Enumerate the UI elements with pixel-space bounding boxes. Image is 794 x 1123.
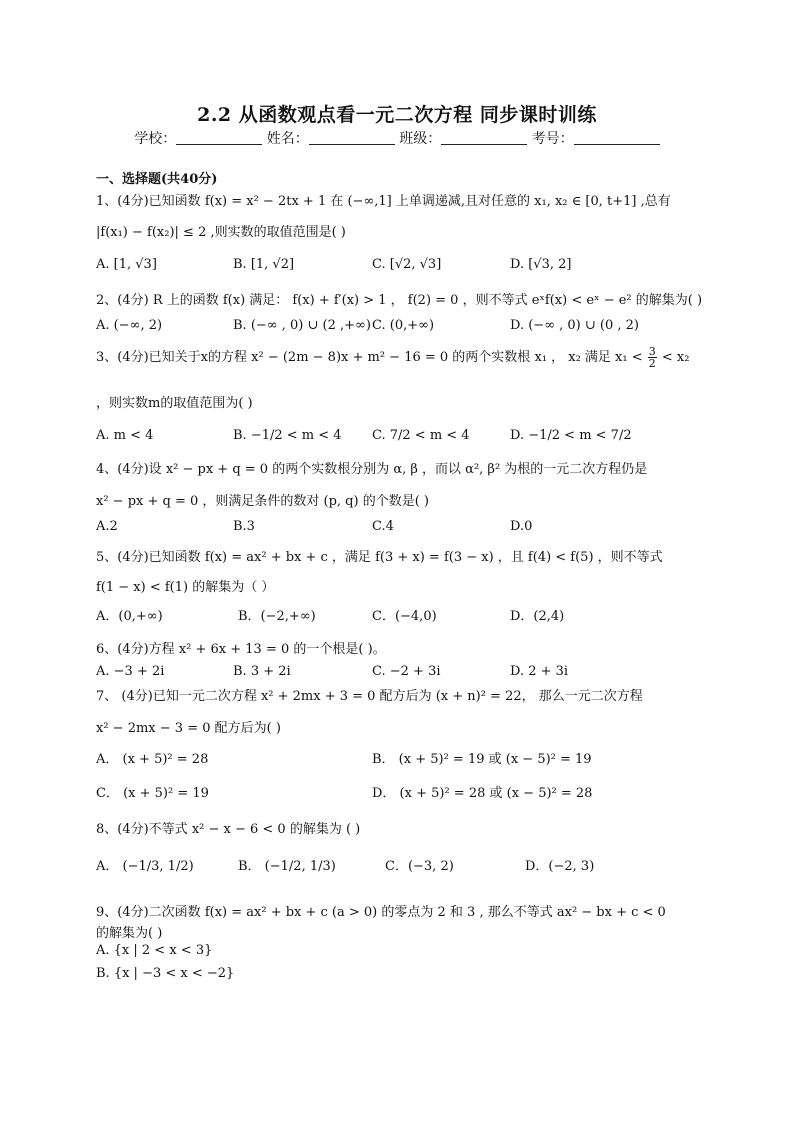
q3-stem-part-b: < x₂ [661,350,690,365]
q1-stem-line2: |f(x₁) − f(x₂)| ≤ 2 ,则实数的取值范围是( ) [96,225,346,240]
q9-stem-line1: 9、(4分)二次函数 f(x) = ax² + bx + c (a > 0) 的零点为 2 和 3 , 那么不等式 ax² − bx + c < 0 [96,905,666,920]
q4-option-d[interactable]: D.0 [510,519,533,534]
q6-option-d[interactable]: D. 2 + 3i [510,664,569,679]
q1-option-b[interactable]: B. [1, √2] [233,257,295,272]
q3-stem-line1 [96,346,689,369]
q9-stem-line2: 的解集为( ) [96,926,163,941]
q3-stem-part-a: 3、(4分)已知关于x的方程 x² − (2m − 8)x + m² − 16 = 0 的两个实数根 x₁ ， x₂ 满足 x₁ < [96,350,643,365]
q3-option-b[interactable]: B. −1/2 < m < 4 [233,428,342,443]
q1-stem-line1: 1、(4分)已知函数 f(x) = x² − 2tx + 1 在 (−∞,1] 上单调递减,且对任意的 x₁, x₂ ∈ [0, t+1] ,总有 [96,194,671,209]
q7-option-b[interactable]: B． (x + 5)² = 19 或 (x − 5)² = 19 [372,752,592,767]
q8-option-c[interactable]: C．(−3, 2) [385,859,454,874]
exam-number-label: 考号： [531,131,574,147]
school-blank[interactable] [176,132,262,145]
q8-option-b[interactable]: B． (−1/2, 1/3) [238,859,336,874]
q9-option-a[interactable]: A. {x | 2 < x < 3} [96,943,213,958]
q6-option-b[interactable]: B. 3 + 2i [233,664,291,679]
q6-option-a[interactable]: A. −3 + 2i [96,664,165,679]
q3-stem-line2: ，则实数m的取值范围为( ) [96,396,253,411]
q4-stem-line1: 4、(4分)设 x² − px + q = 0 的两个实数根分别为 α, β ，而以 α², β² 为根的一元二次方程仍是 [96,462,648,477]
class-blank[interactable] [441,132,527,145]
q7-stem-line1: 7、 (4分)已知一元二次方程 x² + 2mx + 3 = 0 配方后为 (x + n)² = 22， 那么一元二次方程 [96,689,643,704]
q1-option-a[interactable]: A. [1, √3] [96,257,157,272]
q2-option-d[interactable]: D. (−∞ , 0) ∪ (0 , 2) [510,318,639,333]
q2-option-b[interactable]: B. (−∞ , 0) ∪ (2 ,+∞) [233,318,371,333]
q2-stem-line1: 2、(4分) R 上的函数 f(x) 满足： f(x) + f′(x) > 1 ， f(2) = 0 ，则不等式 eˣf(x) < eˣ − e² 的解集为( ) [96,293,703,308]
name-blank[interactable] [309,132,395,145]
q5-option-d[interactable]: D．(2,4) [510,609,565,624]
class-label: 班级： [399,131,442,147]
school-label: 学校： [134,131,177,147]
q4-option-b[interactable]: B.3 [233,519,255,534]
q7-option-c[interactable]: C． (x + 5)² = 19 [96,786,209,801]
q8-option-a[interactable]: A． (−1/3, 1/2) [96,859,194,874]
q8-stem-line1: 8、(4分)不等式 x² − x − 6 < 0 的解集为 ( ) [96,822,361,837]
q4-option-c[interactable]: C.4 [372,519,394,534]
q8-option-d[interactable]: D．(−2, 3) [525,859,595,874]
section-heading: 一、选择题(共40分) [96,172,218,187]
name-label: 姓名： [266,131,309,147]
q5-option-c[interactable]: C．(−4,0) [372,609,437,624]
q5-stem-line1: 5、(4分)已知函数 f(x) = ax² + bx + c ，满足 f(3 + x) = f(3 − x) ，且 f(4) < f(5) ，则不等式 [96,550,663,565]
q7-option-d[interactable]: D． (x + 5)² = 28 或 (x − 5)² = 28 [372,786,593,801]
q1-option-d[interactable]: D. [√3, 2] [510,257,572,272]
q3-option-d[interactable]: D. −1/2 < m < 7/2 [510,428,632,443]
q4-stem-line2: x² − px + q = 0 ，则满足条件的数对 (p, q) 的个数是( ) [96,494,429,509]
q5-stem-line2: f(1 − x) < f(1) 的解集为（ ） [96,580,275,595]
q6-option-c[interactable]: C. −2 + 3i [372,664,441,679]
q3-fraction-numerator: 3 [648,345,656,358]
q3-option-c[interactable]: C. 7/2 < m < 4 [372,428,470,443]
q2-option-c[interactable]: C. (0,+∞) [372,318,435,333]
q5-option-a[interactable]: A．(0,+∞) [96,609,163,624]
q5-option-b[interactable]: B．(−2,+∞) [238,609,316,624]
q9-option-b[interactable]: B. {x | −3 < x < −2} [96,966,235,981]
q3-option-a[interactable]: A. m < 4 [96,428,154,443]
q1-option-c[interactable]: C. [√2, √3] [372,257,442,272]
q3-fraction [648,346,657,369]
q3-fraction-denominator: 2 [648,357,656,370]
q2-option-a[interactable]: A. (−∞, 2) [96,318,163,333]
q6-stem-line1: 6、(4分)方程 x² + 6x + 13 = 0 的一个根是( )。 [96,642,386,657]
page-title: 2.2 从函数观点看一元二次方程 同步课时训练 [197,104,597,126]
q4-option-a[interactable]: A.2 [96,519,118,534]
q7-stem-line2: x² − 2mx − 3 = 0 配方后为( ) [96,721,281,736]
student-info-line [0,128,794,148]
exam-number-blank[interactable] [574,132,660,145]
q7-option-a[interactable]: A． (x + 5)² = 28 [96,752,209,767]
